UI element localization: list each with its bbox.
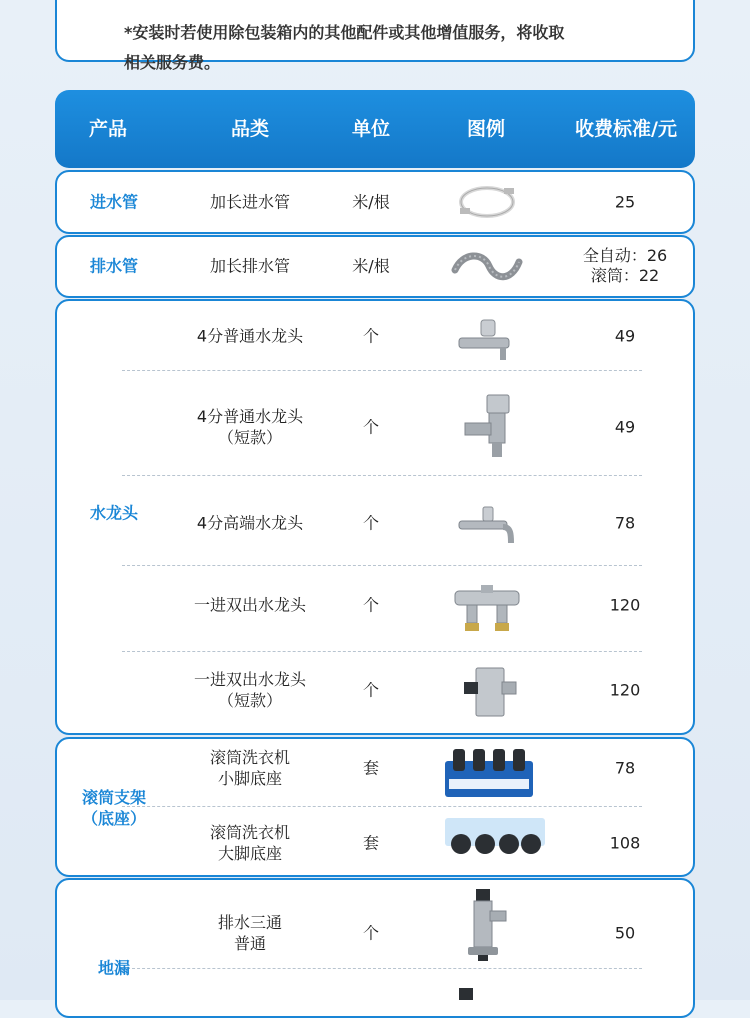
item-unit: 个 (362, 923, 380, 943)
row-divider (122, 806, 642, 807)
header-category: 品类 (230, 118, 270, 140)
category-faucet: 水龙头 (89, 503, 139, 523)
item-price: 49 (614, 326, 636, 346)
item-name-line: 滚筒洗衣机 (209, 823, 291, 842)
price-line-auto: 全自动：26 (582, 246, 668, 265)
item-price: 49 (614, 417, 636, 437)
category-inlet-hose: 进水管 (89, 192, 139, 212)
row-divider (122, 565, 642, 566)
note-line-1: *安装时若使用除包装箱内的其他配件或其他增值服务，将收取 (124, 23, 565, 42)
item-price (583, 246, 667, 286)
item-name: 加长排水管 (209, 256, 291, 276)
item-price: 120 (609, 680, 641, 700)
table-header (55, 90, 695, 168)
item-unit: 个 (362, 513, 380, 533)
next-item-image (455, 986, 477, 1000)
angle-valve-image (463, 393, 519, 461)
row-divider (122, 651, 642, 652)
white-hose-image (454, 180, 520, 224)
item-name: 一进双出水龙头 (193, 595, 307, 615)
item-price: 78 (614, 758, 636, 778)
item-price: 108 (609, 833, 641, 853)
header-image: 图例 (466, 118, 506, 140)
group-card-floor-drain (55, 878, 695, 1018)
item-name-line: 一进双出水龙头 (193, 670, 307, 689)
item-price: 120 (609, 595, 641, 615)
item-name (194, 669, 306, 711)
header-product: 产品 (88, 118, 128, 140)
header-unit: 单位 (351, 118, 391, 140)
faucet-image (457, 316, 517, 364)
item-name-line: 普通 (233, 934, 267, 953)
grey-drain-hose-image (449, 248, 525, 284)
item-name (210, 747, 290, 789)
header-price: 收费标准/元 (575, 118, 677, 140)
double-outlet-short-image (462, 664, 518, 720)
price-line-drum: 滚筒：22 (590, 266, 660, 285)
item-unit: 套 (362, 833, 380, 853)
category-line: 滚筒支架 (81, 788, 147, 807)
item-name-line: （短款） (217, 428, 282, 447)
item-unit: 个 (362, 326, 380, 346)
item-name: 4分高端水龙头 (196, 513, 304, 533)
item-unit: 个 (362, 595, 380, 615)
item-price: 50 (614, 923, 636, 943)
item-name (218, 912, 282, 954)
item-name-line: 小脚底座 (217, 769, 283, 788)
item-name-line: 大脚底座 (217, 844, 283, 863)
item-price: 25 (614, 192, 636, 212)
item-unit: 米/根 (352, 192, 390, 212)
item-unit: 个 (362, 680, 380, 700)
item-name-line: 4分普通水龙头 (196, 407, 304, 426)
large-feet-base-image (443, 816, 547, 860)
row-divider (122, 370, 642, 371)
item-name-line: 滚筒洗衣机 (209, 748, 291, 767)
category-drain-hose: 排水管 (89, 256, 139, 276)
note-line-2: 相关服务费。 (124, 53, 221, 72)
item-price: 78 (614, 513, 636, 533)
double-outlet-faucet-image (453, 583, 521, 633)
category-line: （底座） (81, 809, 147, 828)
category-floor-drain: 地漏 (97, 958, 131, 978)
item-name: 加长进水管 (209, 192, 291, 212)
item-name (197, 406, 303, 448)
note-text (124, 18, 624, 78)
row-divider (122, 475, 642, 476)
drain-tee-image (462, 887, 510, 963)
item-unit: 套 (362, 758, 380, 778)
item-name: 4分普通水龙头 (196, 326, 304, 346)
item-unit: 米/根 (352, 256, 390, 276)
item-name-line: 排水三通 (217, 913, 283, 932)
item-name-line: （短款） (217, 691, 283, 710)
faucet-image (457, 503, 517, 547)
item-name (210, 822, 290, 864)
row-divider (122, 968, 642, 969)
small-feet-base-image (443, 743, 535, 799)
item-unit: 个 (362, 417, 380, 437)
category-drum-base (82, 787, 146, 829)
